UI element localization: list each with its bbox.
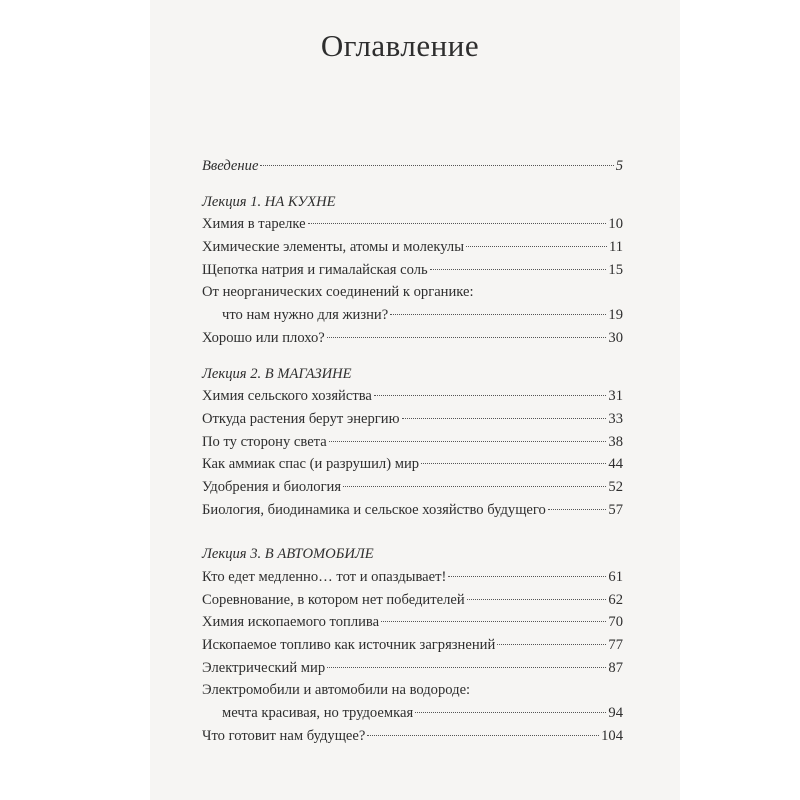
entry-page: 31 <box>608 388 623 405</box>
entry-page: 77 <box>608 637 623 654</box>
entry-label: Соревнование, в котором нет победителей <box>202 591 465 608</box>
page-title: Оглавление <box>320 28 480 63</box>
toc-entry <box>202 304 623 327</box>
lecture-heading: Лекция 2. В МАГАЗИНЕ <box>202 365 352 382</box>
toc-entry <box>202 327 623 350</box>
toc-entry-first-line <box>202 281 623 304</box>
toc-entry <box>202 453 623 476</box>
toc-entry-first-line <box>202 679 623 702</box>
entry-page: 11 <box>608 239 623 256</box>
dot-leader <box>402 418 607 419</box>
entry-label: От неорганических соединений к органике: <box>202 284 474 301</box>
entry-page: 70 <box>608 614 623 631</box>
entry-page: 19 <box>608 307 623 324</box>
entry-page: 33 <box>608 410 623 427</box>
entry-page: 87 <box>608 659 623 676</box>
dot-leader <box>308 223 607 224</box>
dot-leader <box>327 667 606 668</box>
entry-page: 57 <box>608 501 623 518</box>
entry-page: 10 <box>608 216 623 233</box>
table-of-contents <box>202 155 623 748</box>
dot-leader <box>430 269 607 270</box>
toc-entry <box>202 657 623 680</box>
toc-entry <box>202 611 623 634</box>
toc-entry <box>202 725 623 748</box>
entry-page: 30 <box>608 329 623 346</box>
toc-entry-intro <box>202 155 623 178</box>
toc-entry <box>202 476 623 499</box>
spacer <box>202 178 623 191</box>
entry-label: Кто едет медленно… тот и опаздывает! <box>202 569 447 585</box>
toc-entry <box>202 259 623 282</box>
entry-page: 62 <box>608 591 623 608</box>
dot-leader <box>367 735 599 736</box>
entry-label: Химия ископаемого топлива <box>202 614 380 631</box>
entry-label: Биология, биодинамика и сельское хозяйство будущего <box>202 501 546 518</box>
toc-entry <box>202 236 623 259</box>
entry-label: Электрический мир <box>202 659 326 676</box>
entry-page: 52 <box>608 478 623 495</box>
entry-label: Химия сельского хозяйства <box>202 388 372 405</box>
dot-leader <box>421 463 606 464</box>
dot-leader <box>329 441 607 442</box>
entry-page: 61 <box>608 569 623 585</box>
entry-label: Введение <box>202 158 259 174</box>
entry-label: Удобрения и биология <box>202 478 342 495</box>
entry-page: 38 <box>608 433 623 450</box>
dot-leader <box>343 486 606 487</box>
toc-entry <box>202 408 623 431</box>
entry-page: 104 <box>601 727 623 744</box>
dot-leader <box>415 712 606 713</box>
entry-label: Как аммиак спас (и разрушил) мир <box>202 456 420 473</box>
lecture-sections <box>202 178 623 748</box>
toc-entry <box>202 634 623 657</box>
entry-label: Ископаемое топливо как источник загрязнений <box>202 637 496 654</box>
dot-leader <box>327 337 607 338</box>
dot-leader <box>448 576 606 577</box>
spacer <box>202 350 623 363</box>
entry-page: 44 <box>608 456 623 473</box>
entry-label-continued: мечта красивая, но трудоемкая <box>222 705 414 722</box>
toc-entry <box>202 566 623 589</box>
toc-entry <box>202 589 623 612</box>
entry-page: 15 <box>608 261 623 278</box>
entry-label: Что готовит нам будущее? <box>202 727 366 744</box>
toc-entry <box>202 702 623 725</box>
entry-label: Химические элементы, атомы и молекулы <box>202 239 465 256</box>
entry-label-continued: что нам нужно для жизни? <box>222 307 389 324</box>
lecture-heading: Лекция 1. НА КУХНЕ <box>202 193 336 210</box>
dot-leader <box>381 621 606 622</box>
toc-entry <box>202 431 623 454</box>
entry-label: Хорошо или плохо? <box>202 329 325 346</box>
toc-entry <box>202 213 623 236</box>
entry-label: По ту сторону света <box>202 433 327 450</box>
entry-label: Щепотка натрия и гималайская соль <box>202 261 428 278</box>
lecture-heading: Лекция 3. В АВТОМОБИЛЕ <box>202 546 374 563</box>
toc-entry <box>202 499 623 522</box>
dot-leader <box>467 599 607 600</box>
entry-page: 94 <box>608 705 623 722</box>
dot-leader <box>497 644 606 645</box>
entry-label: Химия в тарелке <box>202 216 306 233</box>
entry-page: 5 <box>615 158 623 174</box>
dot-leader <box>548 509 607 510</box>
dot-leader <box>374 395 607 396</box>
dot-leader <box>260 165 613 166</box>
entry-label: Откуда растения берут энергию <box>202 410 400 427</box>
spacer <box>202 521 623 543</box>
toc-entry <box>202 385 623 408</box>
dot-leader <box>466 246 607 247</box>
dot-leader <box>390 314 606 315</box>
entry-label: Электромобили и автомобили на водороде: <box>202 682 471 699</box>
